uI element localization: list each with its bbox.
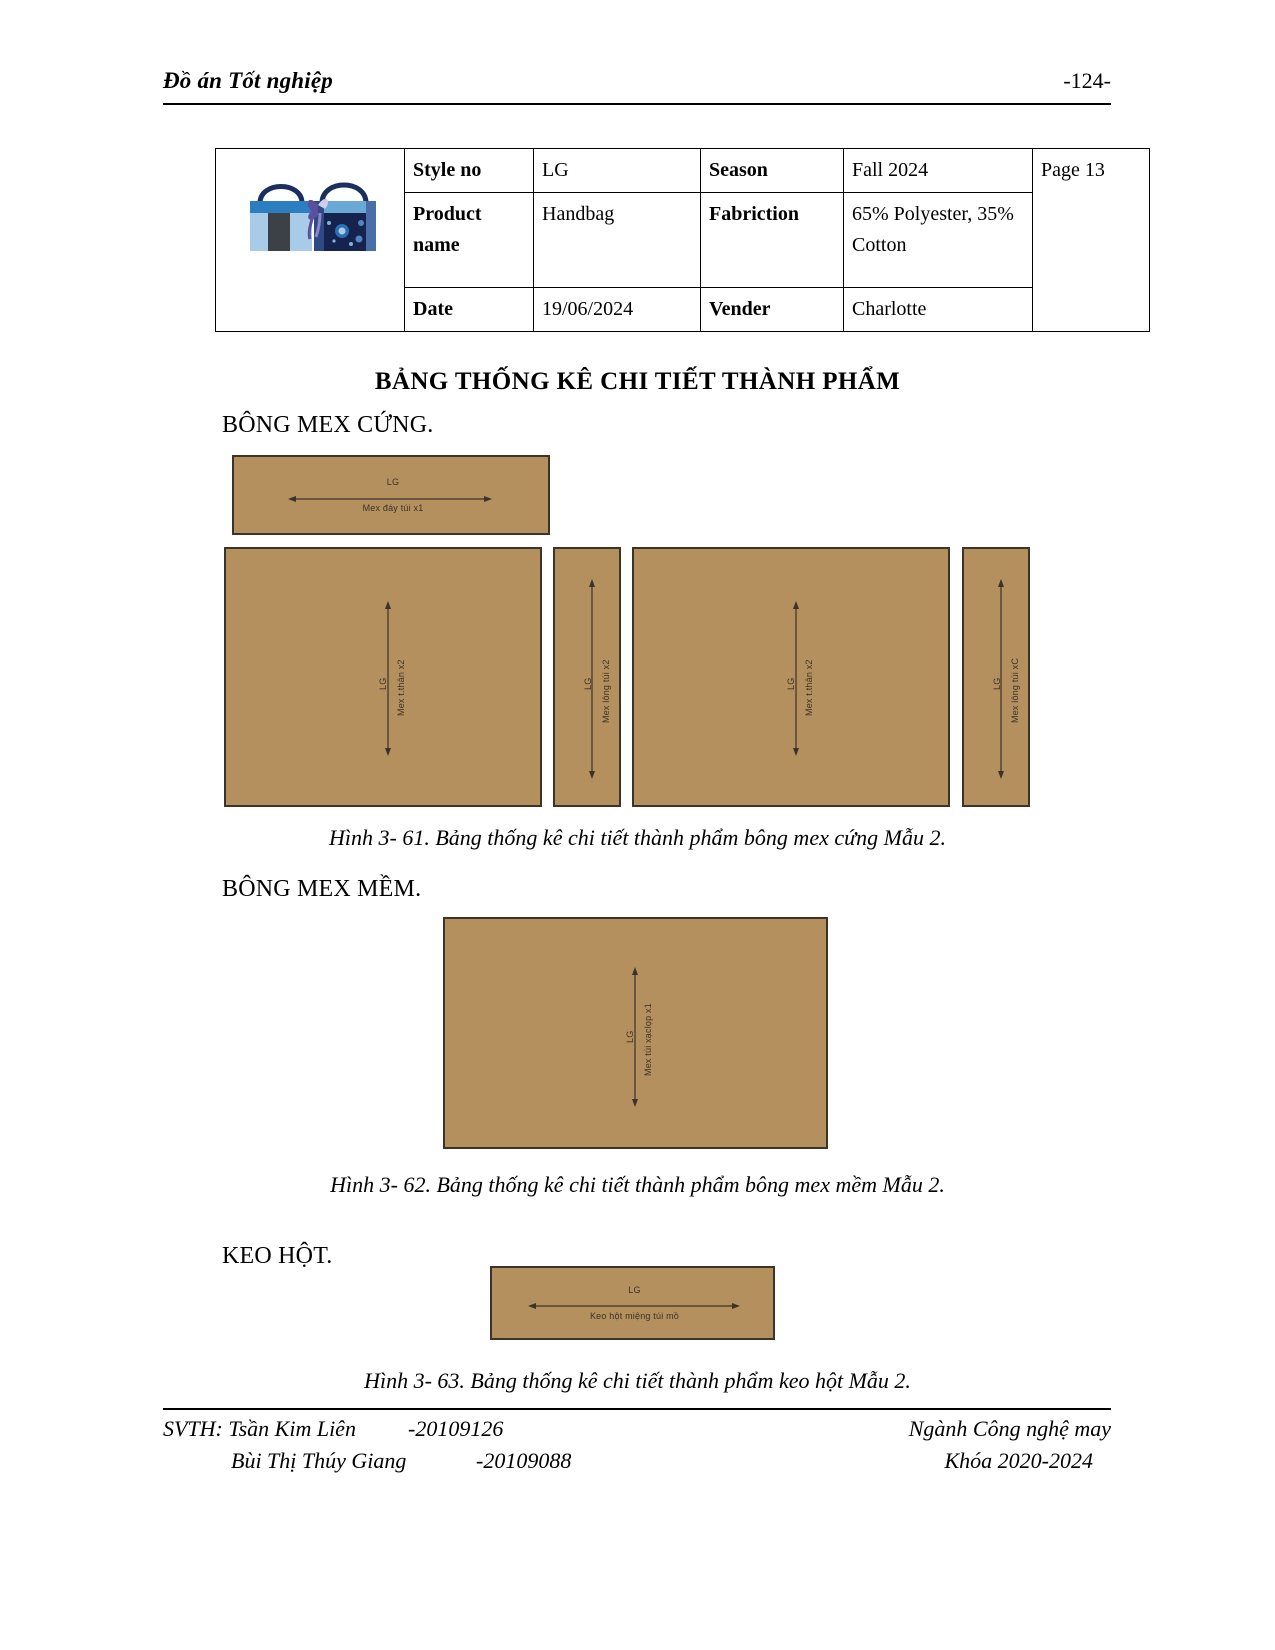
figure-caption-61: Hình 3- 61. Bảng thống kê chi tiết thành phẩm bông mex cứng Mẫu 2. xyxy=(329,825,946,850)
header-title: Đồ án Tốt nghiệp xyxy=(163,68,333,93)
piece-label: Mex t.thân x2 xyxy=(804,659,814,716)
header-page-number: -124- xyxy=(1063,68,1111,93)
footer-divider xyxy=(163,1408,1111,1410)
spec-key-date: Date xyxy=(405,288,534,332)
piece-label: Mex lông túi xC xyxy=(1010,657,1020,723)
spec-value-fabriction: 65% Polyester, 35% Cotton xyxy=(844,193,1033,288)
piece-label: Mex lông túi x2 xyxy=(601,659,611,723)
dimension-arrow-horizontal xyxy=(528,1301,740,1311)
spec-value-date: 19/06/2024 xyxy=(534,288,701,332)
piece-style-code: LG xyxy=(628,1285,641,1295)
footer-author-2-id: -20109088 xyxy=(476,1447,572,1473)
footer-author-1-id: -20109126 xyxy=(408,1416,504,1441)
spec-key-product-name: Product name xyxy=(405,193,534,288)
footer-department: Ngành Công nghệ may xyxy=(908,1416,1111,1441)
spec-value-season: Fall 2024 xyxy=(844,149,1033,193)
handbag-pair-icon xyxy=(230,161,390,261)
footer-author-1-name: SVTH: Tsần Kim Liên xyxy=(163,1416,356,1441)
figure-caption-63: Hình 3- 63. Bảng thống kê chi tiết thành phẩm keo hột Mẫu 2. xyxy=(364,1368,911,1393)
header-divider xyxy=(163,103,1111,105)
spec-page-label: Page 13 xyxy=(1033,149,1150,332)
piece-label: Mex t.thân x2 xyxy=(396,659,406,716)
spec-value-vender: Charlotte xyxy=(844,288,1033,332)
footer-row xyxy=(163,1413,1111,1445)
section-heading-soft-interfacing: BÔNG MEX MỀM. xyxy=(222,876,422,902)
pattern-piece-mex-long-tui-xc xyxy=(962,547,1030,807)
spec-value-product-name: Handbag xyxy=(534,193,701,288)
footer-author-2-name: Bùi Thị Thúy Giang xyxy=(231,1447,407,1473)
piece-style-code: LG xyxy=(583,677,593,690)
pattern-piece-mex-day-tui xyxy=(232,455,550,535)
spec-key-fabriction: Fabriction xyxy=(701,193,844,288)
footer-author-1 xyxy=(163,1413,503,1445)
spec-value-style-no: LG xyxy=(534,149,701,193)
spec-key-style-no: Style no xyxy=(405,149,534,193)
piece-style-code: LG xyxy=(378,677,388,690)
handbag-illustration-cell xyxy=(216,149,405,332)
pattern-piece-keo-hot-mieng-tui xyxy=(490,1266,775,1340)
piece-style-code: LG xyxy=(786,677,796,690)
piece-style-code: LG xyxy=(386,477,400,487)
section-heading-bead-glue: KEO HỘT. xyxy=(222,1243,333,1269)
footer-row xyxy=(163,1445,1111,1477)
piece-label: Keo hột miệng túi mồ xyxy=(589,1311,680,1321)
piece-style-code: LG xyxy=(625,1030,635,1043)
product-spec-table xyxy=(215,148,1150,332)
footer-course: Khóa 2020-2024 xyxy=(944,1447,1093,1473)
spec-key-vender: Vender xyxy=(701,288,844,332)
pattern-piece-mex-long-tui-x2 xyxy=(553,547,621,807)
piece-style-code: LG xyxy=(992,677,1002,690)
table-row xyxy=(216,149,1150,193)
figure-caption-62: Hình 3- 62. Bảng thống kê chi tiết thành phẩm bông mex mềm Mẫu 2. xyxy=(330,1172,945,1197)
piece-label: Mex đáy túi x1 xyxy=(362,503,424,513)
section-heading-hard-interfacing: BÔNG MEX CỨNG. xyxy=(222,412,434,438)
page-title: BẢNG THỐNG KÊ CHI TIẾT THÀNH PHẨM xyxy=(374,368,901,395)
piece-label: Mex túi xạclọp x1 xyxy=(643,1003,653,1076)
footer-author-2 xyxy=(231,1445,571,1477)
running-footer xyxy=(163,1413,1111,1477)
pattern-piece-mex-t-than-right xyxy=(632,547,950,807)
running-header xyxy=(163,68,1111,94)
pattern-piece-mex-tui-xaclop xyxy=(443,917,828,1149)
spec-key-season: Season xyxy=(701,149,844,193)
pattern-piece-mex-t-than-left xyxy=(224,547,542,807)
